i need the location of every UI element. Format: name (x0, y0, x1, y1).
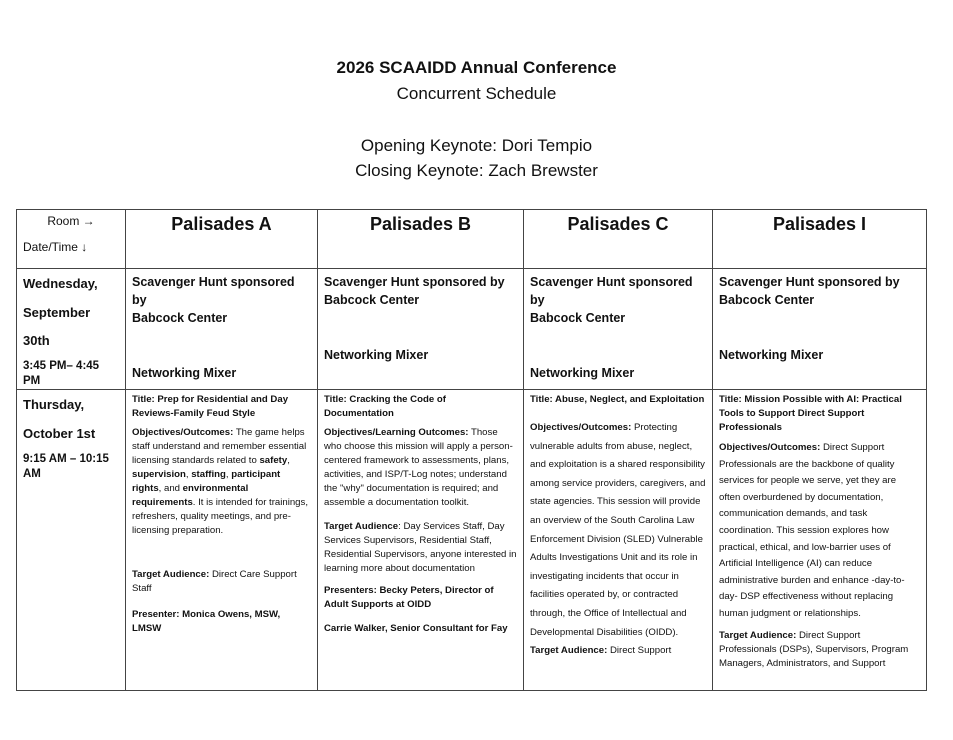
opening-keynote: Opening Keynote: Dori Tempio (360, 136, 593, 155)
session-subtitle: Networking Mixer (719, 348, 824, 362)
session-audience: Target Audience: Direct Support Professionals (DSPs), Supervisors, Program Managers, Administrators, and Support (719, 629, 909, 669)
room-name: Palisades I (772, 214, 867, 234)
session-cell (524, 269, 713, 390)
time-slot: 3:45 PM– 4:45 PM (23, 360, 100, 387)
session-objectives: Objectives/Learning Outcomes: Those who choose this mission will apply a person-centered framework to assessments, plans, activities, and ISP/T-Log notes; understand the "why" documentation is required; and assemble a documentation toolkit. (324, 427, 513, 508)
room-name: Palisades B (369, 214, 472, 234)
day-date: September 30th (23, 305, 91, 348)
session-audience: Target Audience: Day Services Staff, Day Services Supervisors, Residential Staff, Residential Supervisors, anyone interested in learning more about documentation (324, 521, 517, 574)
schedule-table (16, 209, 927, 691)
day-name: Wednesday, (23, 276, 98, 291)
room-label: Room → (47, 214, 95, 228)
session-cell-b (318, 390, 524, 691)
session-objectives: Objectives/Outcomes: The game helps staff understand and remember essential licensing standards related to safety, supervision, staffing, participant rights, and environmental requirements. It is intended for trainings, refreshers, quality meetings, and pre-licensing preparation. (132, 427, 308, 536)
session-cell (713, 269, 927, 390)
day-date: October 1st (23, 426, 96, 441)
room-name: Palisades A (171, 214, 272, 234)
session-title: Scavenger Hunt sponsored by Babcock Center (132, 275, 295, 325)
closing-keynote: Closing Keynote: Zach Brewster (355, 161, 598, 180)
session-subtitle: Networking Mixer (324, 348, 429, 362)
room-header-b (318, 210, 524, 269)
day-name: Thursday, (23, 397, 85, 412)
session-title: Scavenger Hunt sponsored by Babcock Center (324, 275, 505, 307)
session-title: Title: Mission Possible with AI: Practical Tools to Support Direct Support Professionals (719, 394, 902, 433)
session-title: Title: Cracking the Code of Documentation (324, 394, 446, 419)
session-cell-c (524, 390, 713, 691)
session-objectives: Objectives/Outcomes: Protecting vulnerable adults from abuse, neglect, and exploitation is a shared responsibility among service providers, caregivers, and state agencies. This session will provide an overview of the South Carolina Law Enforcement Division (SLED) Vulnerable Adults Investigations Unit and its role in investigating incidents that occur in facilities operated by, or contracted through, the Office of Intellectual and Developmental Disabilities (OIDD). (530, 422, 706, 638)
document-subtitle: Concurrent Schedule (396, 84, 557, 103)
session-cell-i (713, 390, 927, 691)
session-title: Title: Prep for Residential and Day Reviews-Family Feud Style (132, 394, 289, 419)
time-slot: 9:15 AM – 10:15 AM (23, 453, 109, 480)
session-title: Scavenger Hunt sponsored by Babcock Center (530, 275, 693, 325)
session-cell-a (126, 390, 318, 691)
session-subtitle: Networking Mixer (132, 366, 237, 380)
session-title: Title: Abuse, Neglect, and Exploitation (530, 394, 705, 405)
document-title: 2026 SCAAIDD Annual Conference (336, 58, 617, 77)
room-header-i (713, 210, 927, 269)
session-presenter: Presenter: Monica Owens, MSW, LMSW (132, 609, 281, 634)
thursday-row (17, 390, 927, 691)
date-cell (17, 390, 126, 691)
header-row (17, 210, 927, 269)
room-header-a (126, 210, 318, 269)
session-audience: Target Audience: Direct Support (530, 645, 672, 657)
session-cell (318, 269, 524, 390)
wednesday-row (17, 269, 927, 390)
room-name: Palisades C (567, 214, 669, 234)
datetime-label: Date/Time ↓ (23, 240, 88, 254)
room-header-c (524, 210, 713, 269)
session-subtitle: Networking Mixer (530, 366, 635, 380)
session-audience: Target Audience: Direct Care Support Staff (132, 569, 297, 594)
session-presenter-2: Carrie Walker, Senior Consultant for Fay (324, 623, 508, 634)
date-cell (17, 269, 126, 390)
corner-cell (17, 210, 126, 269)
session-title: Scavenger Hunt sponsored by Babcock Center (719, 275, 900, 307)
session-objectives: Objectives/Outcomes: Direct Support Professionals are the backbone of quality services for people we serve, yet they are often overburdened by documentation, communication demands, and task coordination. This session explores how practical, ethical, and low-barrier uses of Artificial Intelligence (AI) can reduce administrative burden and enhance -day-to-day- DSP effectiveness without replacing human judgment or relationships. (719, 442, 905, 619)
session-presenters: Presenters: Becky Peters, Director of Adult Supports at OIDD (324, 585, 494, 610)
session-cell (126, 269, 318, 390)
